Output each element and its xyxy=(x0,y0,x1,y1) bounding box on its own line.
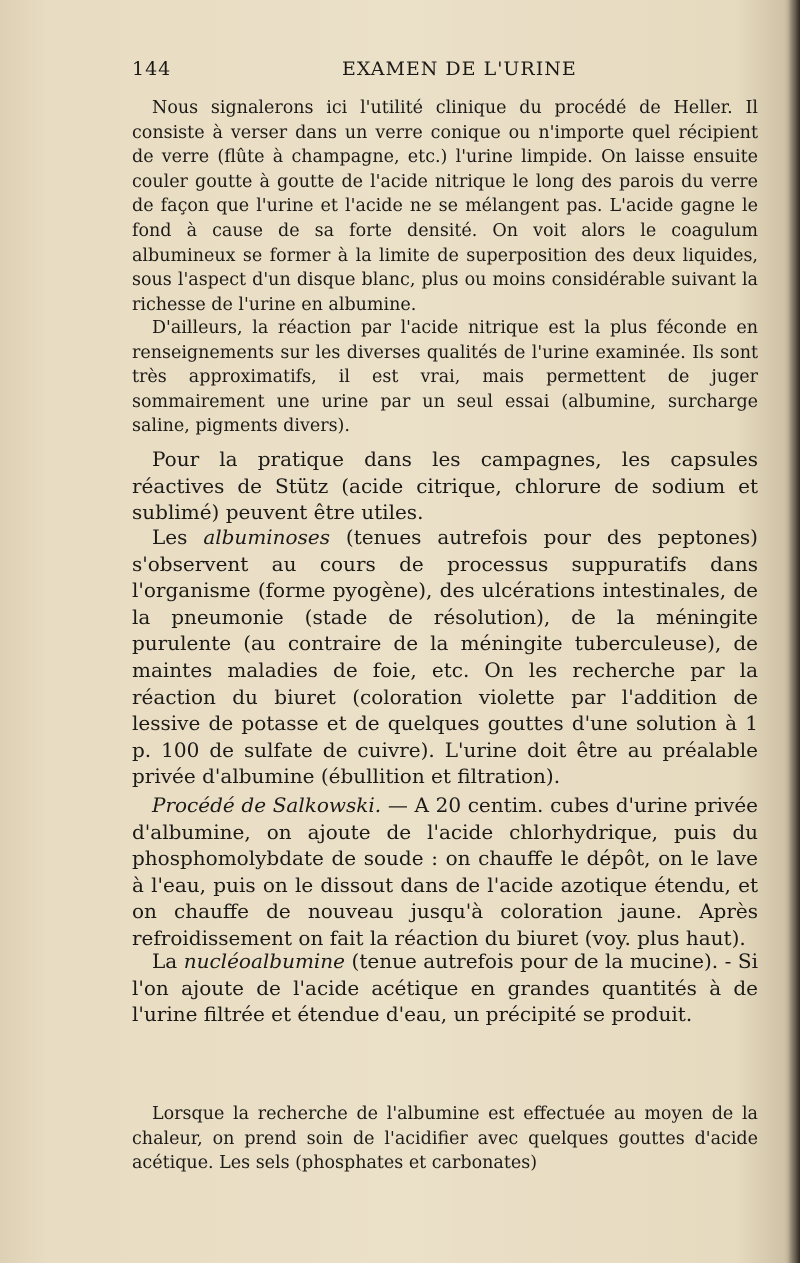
albuminoses-term: albuminoses xyxy=(203,525,330,549)
paragraph-salkowski xyxy=(132,792,758,952)
paragraph-nitric-acid-reaction: D'ailleurs, la réaction par l'acide nitrique est la plus féconde en renseignements sur les diverses qualités de l'urine examinée. Ils sont très approximatifs, il est vrai, mais permettent de juger sommairement une urine par un seul essai (albumine, surcharge saline, pigments divers). xyxy=(132,318,758,437)
page-header xyxy=(132,58,762,84)
salkowski-title: Procédé de Salkowski. xyxy=(152,793,382,817)
nucleoalbumine-body: (tenue autrefois pour de la mucine). - Si l'on ajoute de l'acide acétique en grandes quantités à de l'urine filtrée et étendue d'eau, un précipité se produit. xyxy=(132,949,758,1027)
page-edge-shadow xyxy=(788,0,800,1263)
paragraph-nucleoalbumine xyxy=(132,948,758,1028)
paragraph-heller-procedure: Nous signalerons ici l'utilité clinique du procédé de Heller. Il consiste à verser dans un verre conique ou n'importe quel récipient de verre (flûte à champagne, etc.) l'urine limpide. On laisse ensuite couler goutte à goutte de l'acide nitrique le long des parois du verre de façon que l'urine et l'acide ne se mélangent pas. L'acide gagne le fond à cause de sa forte densité. On voit alors le coagulum albumineux se former à la limite de superposition des deux liquides, sous l'aspect d'un disque blanc, plus ou moins considérable suivant la richesse de l'urine en albumine. xyxy=(132,98,758,315)
running-title: EXAMEN DE L'URINE xyxy=(342,58,577,80)
albuminoses-body: (tenues autrefois pour des peptones) s'observent au cours de processus suppuratifs dans l'organisme (forme pyogène), des ulcérations intestinales, de la pneumonie (stade de résolution), de la méningite purulente (au contraire de la méningite tuberculeuse), de maintes maladies de foie, etc. On les recherche par la réaction du biuret (coloration violette par l'addition de lessive de potasse et de quelques gouttes d'une solution à 1 p. 100 de sulfate de cuivre). L'urine doit être au préalable privée d'albumine (ébullition et filtration). xyxy=(132,525,758,789)
nucleoalbumine-term: nucléoalbumine xyxy=(183,949,346,973)
salkowski-body: — A 20 centim. cubes d'urine privée d'albumine, on ajoute de l'acide chlorhydrique, puis du phosphomolybdate de soude : on chauffe le dépôt, on le lave à l'eau, puis on le dissout dans de l'acide azotique étendu, et on chauffe de nouveau jusqu'à coloration jaune. Après refroidissement on fait la réaction du biuret (voy. plus haut). xyxy=(132,793,758,950)
page-number: 144 xyxy=(132,58,172,80)
paragraph-albuminoses xyxy=(132,524,758,790)
paragraph-stutz-capsules: Pour la pratique dans les campagnes, les capsules réactives de Stütz (acide citrique, chlorure de sodium et sublimé) peuvent être utiles. xyxy=(132,447,758,525)
paragraph-heat-test: Lorsque la recherche de l'albumine est effectuée au moyen de la chaleur, on prend soin de l'acidifier avec quelques gouttes d'acide acétique. Les sels (phosphates et carbonates) xyxy=(132,1104,758,1174)
albuminoses-lead: Les xyxy=(152,525,204,549)
nucleoalbumine-lead: La xyxy=(152,949,184,973)
